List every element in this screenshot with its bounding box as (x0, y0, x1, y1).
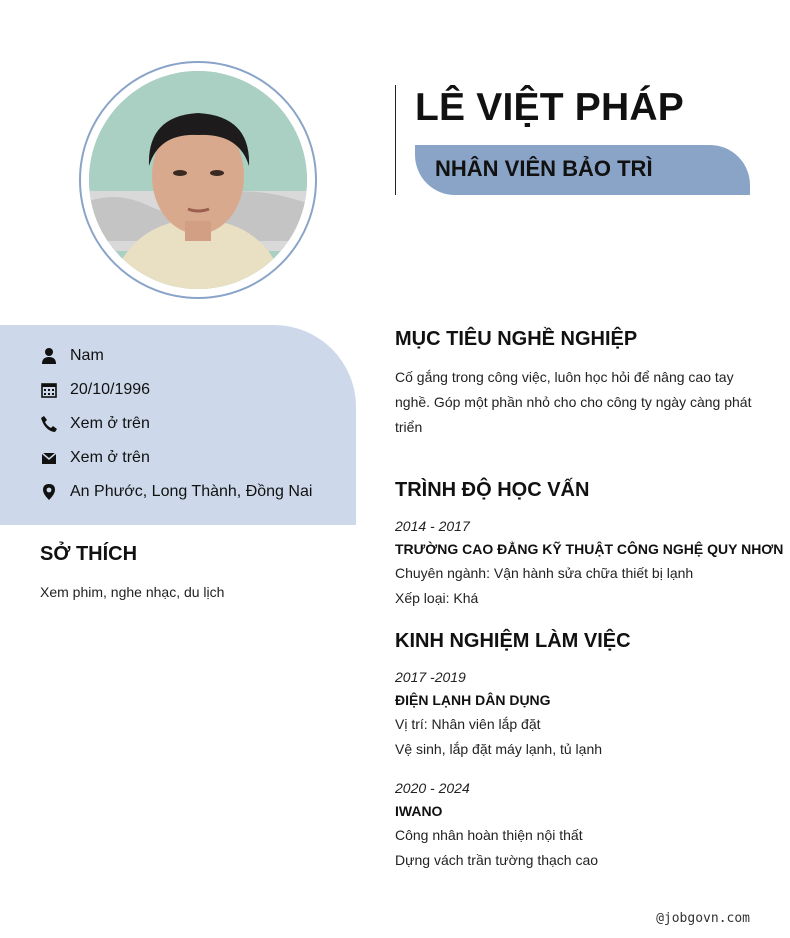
objective-line: nghề. Góp một phần nhỏ cho cho công ty ngày càng phát (395, 394, 752, 410)
birthday-text: 20/10/1996 (70, 381, 151, 398)
contact-birthday (40, 378, 150, 402)
job-description: Vệ sinh, lắp đặt máy lạnh, tủ lạnh (395, 741, 603, 757)
education-grade: Xếp loại: Khá (395, 590, 479, 606)
contact-phone (40, 412, 150, 436)
experience-title: KINH NGHIỆM LÀM VIỆC (395, 630, 631, 652)
objective-line: triển (395, 419, 423, 435)
job-title-pill (415, 145, 750, 195)
name-divider (395, 85, 396, 195)
watermark: @jobgovn.com (656, 911, 750, 926)
address-text: An Phước, Long Thành, Đồng Nai (70, 483, 313, 500)
job-title: NHÂN VIÊN BẢO TRÌ (435, 156, 653, 181)
job-period: 2017 -2019 (395, 669, 466, 685)
contact-email (40, 446, 150, 470)
full-name: LÊ VIỆT PHÁP (415, 86, 684, 129)
hobbies-text: Xem phim, nghe nhạc, du lịch (40, 584, 225, 600)
phone-icon (40, 415, 70, 433)
job-position: Vị trí: Nhân viên lắp đặt (395, 716, 541, 732)
education-major: Chuyên ngành: Vận hành sửa chữa thiết bị lạnh (395, 565, 694, 581)
hobbies-title: SỞ THÍCH (40, 543, 138, 565)
calendar-icon (40, 381, 70, 399)
gender-text: Nam (70, 347, 104, 364)
education-school: TRƯỜNG CAO ĐẲNG KỸ THUẬT CÔNG NGHỆ QUY NHƠN (395, 541, 784, 557)
education-period: 2014 - 2017 (395, 518, 470, 534)
job-company: ĐIỆN LẠNH DÂN DỤNG (395, 692, 551, 708)
job-description: Dựng vách trần tường thạch cao (395, 852, 599, 868)
education-title: TRÌNH ĐỘ HỌC VẤN (395, 479, 590, 501)
job-company: IWANO (395, 803, 443, 819)
contact-address (40, 480, 312, 504)
profile-photo (89, 71, 307, 289)
job-period: 2020 - 2024 (395, 780, 470, 796)
contact-gender (40, 344, 104, 368)
profile-photo-frame (79, 61, 317, 299)
location-pin-icon (40, 483, 70, 501)
mail-icon (40, 449, 70, 467)
objective-line: Cố gắng trong công việc, luôn học hỏi để nâng cao tay (395, 369, 734, 385)
person-icon (40, 347, 70, 365)
job-position: Công nhân hoàn thiện nội thất (395, 827, 583, 843)
objective-text (395, 365, 755, 440)
phone-text: Xem ở trên (70, 415, 150, 432)
objective-title: MỤC TIÊU NGHỀ NGHIỆP (395, 328, 638, 350)
email-text: Xem ở trên (70, 449, 150, 466)
